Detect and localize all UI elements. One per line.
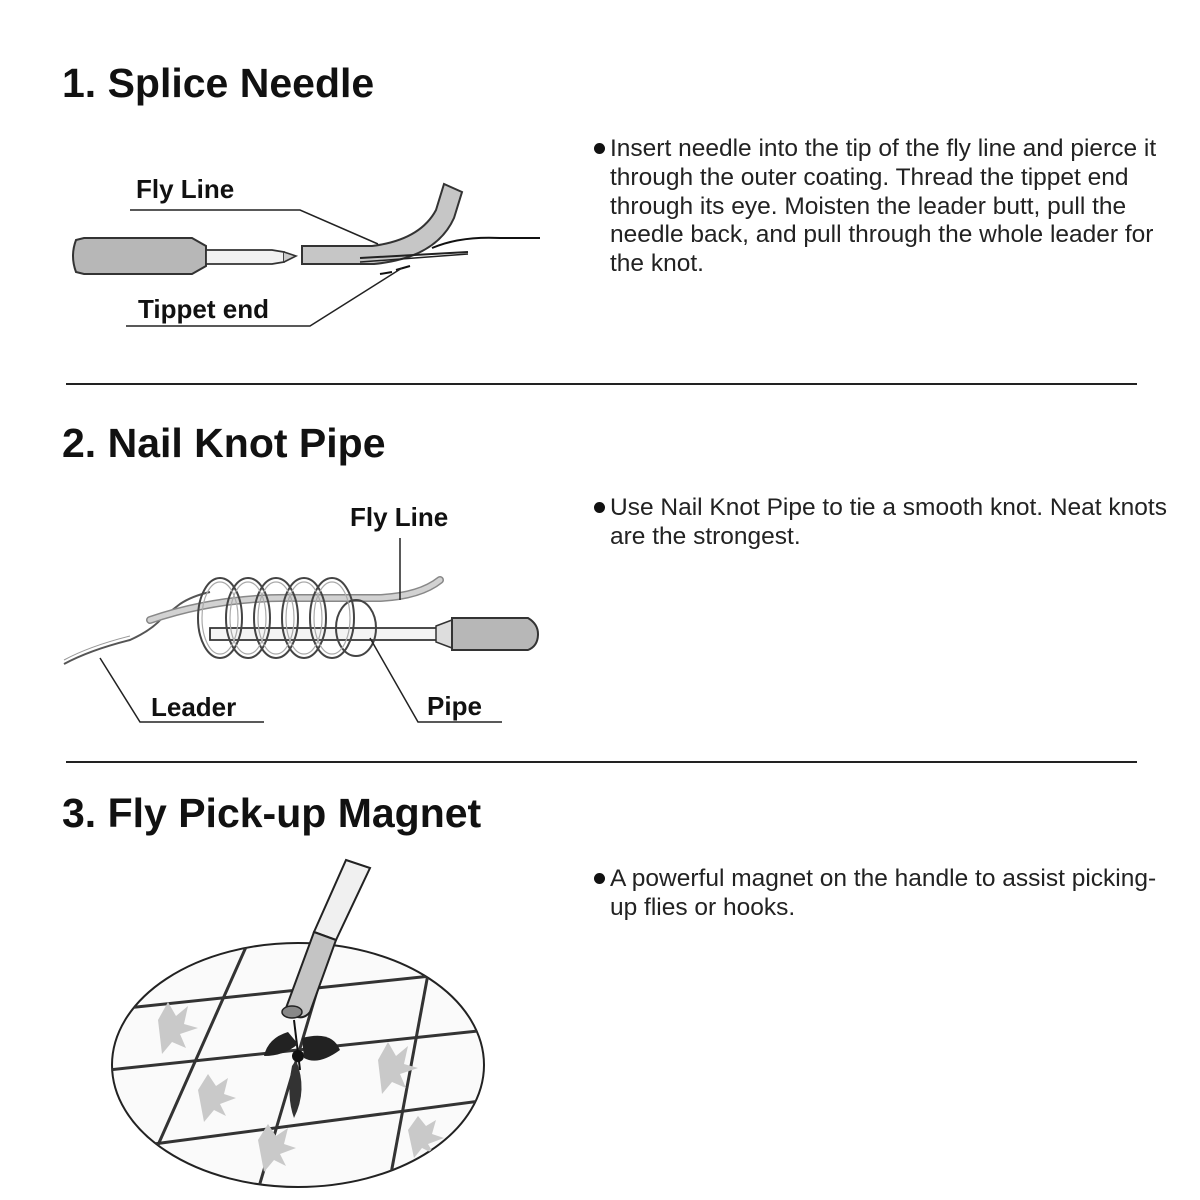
section-3-description: A powerful magnet on the handle to assist picking-up flies or hooks. bbox=[592, 865, 1172, 923]
bullet-icon bbox=[594, 502, 605, 513]
nail-knot-pipe-illustration bbox=[60, 500, 560, 730]
section-1-description: Insert needle into the tip of the fly line and pierce it through the outer coating. Thread the tippet end through its eye. Moisten the leader butt, pull the needle back, and pull through the whole leader for the knot. bbox=[592, 135, 1172, 279]
splice-needle-illustration bbox=[60, 170, 560, 340]
bullet-icon bbox=[594, 143, 605, 154]
section-divider-1 bbox=[66, 383, 1137, 385]
section-2-description: Use Nail Knot Pipe to tie a smooth knot. Neat knots are the strongest. bbox=[592, 494, 1172, 552]
fly-pickup-magnet-illustration bbox=[108, 860, 488, 1190]
label-pipe: Pipe bbox=[427, 691, 482, 721]
label-fly-line-2: Fly Line bbox=[350, 502, 449, 532]
section-1-title: 1. Splice Needle bbox=[62, 60, 375, 106]
section-2-title: 2. Nail Knot Pipe bbox=[62, 420, 386, 466]
bullet-icon bbox=[594, 873, 605, 884]
label-fly-line-1: Fly Line bbox=[136, 174, 235, 204]
label-tippet-end: Tippet end bbox=[138, 294, 269, 324]
section-divider-2 bbox=[66, 761, 1137, 763]
label-leader: Leader bbox=[151, 692, 237, 722]
section-3-title: 3. Fly Pick-up Magnet bbox=[62, 790, 482, 836]
